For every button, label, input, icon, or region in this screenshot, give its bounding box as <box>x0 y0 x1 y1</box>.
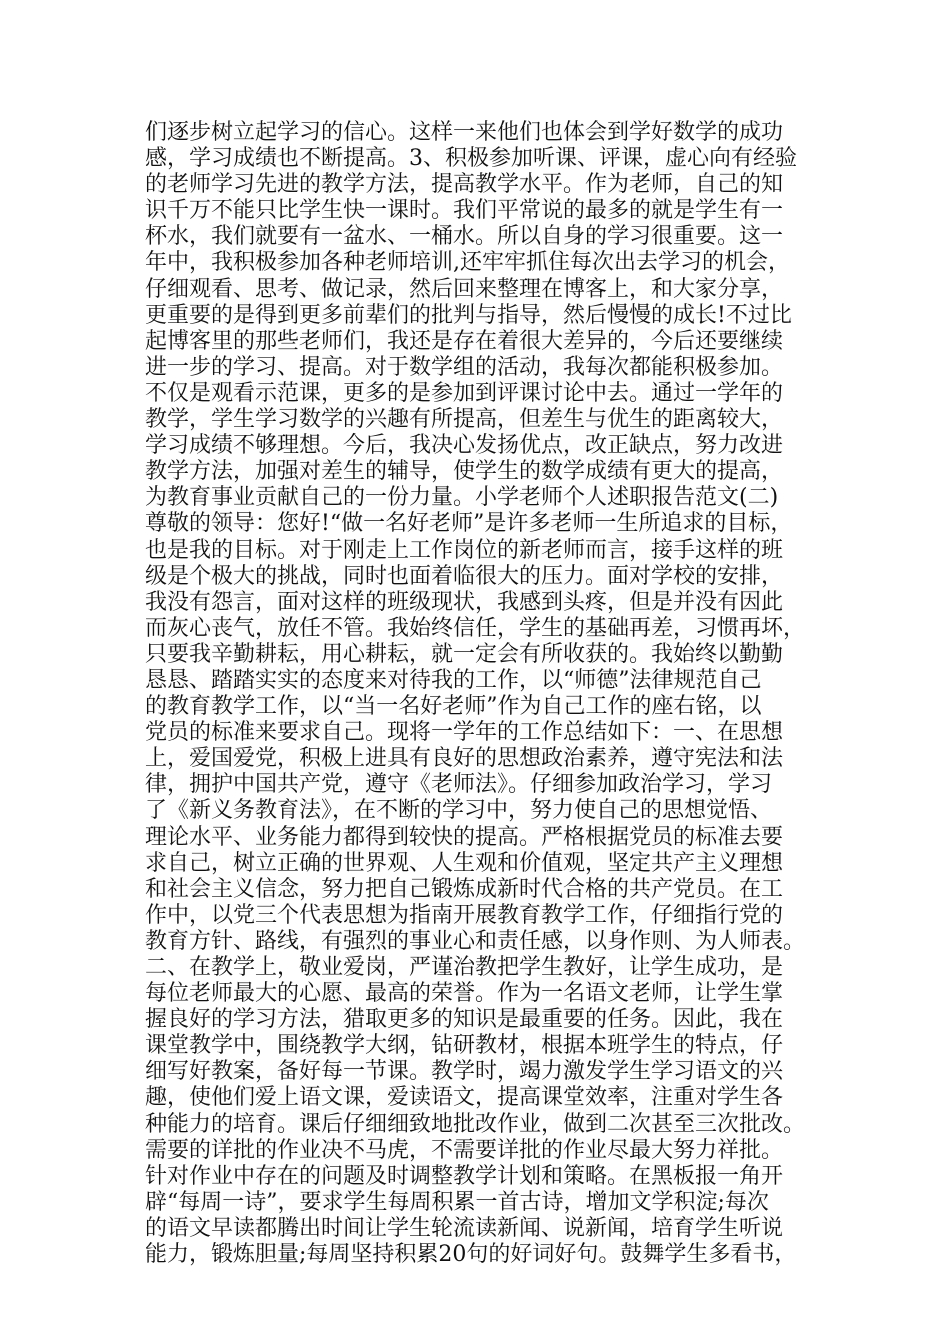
text-line: 只要我辛勤耕耘，用心耕耘，就一定会有所收获的。我始终以勤勤 <box>145 641 784 667</box>
text-line: 尊敬的领导：您好!“做一名好老师”是许多老师一生所追求的目标， <box>145 511 793 537</box>
text-line: 上，爱国爱党，积极上进具有良好的思想政治素养，遵守宪法和法 <box>145 746 784 772</box>
text-line: 起博客里的那些老师们，我还是存在着很大差异的，今后还要继续 <box>145 328 784 354</box>
text-line: 理论水平、业务能力都得到较快的提高。严格根据党员的标准去要 <box>145 824 784 850</box>
text-line: 级是个极大的挑战，同时也面着临很大的压力。面对学校的安排， <box>145 563 784 589</box>
text-line: 教学方法，加强对差生的辅导，使学生的数学成绩有更大的提高， <box>145 459 784 485</box>
text-line: 握良好的学习方法，猎取更多的知识是最重要的任务。因此，我在 <box>145 1007 784 1033</box>
text-line: 杯水，我们就要有一盆水、一桶水。所以自身的学习很重要。这一 <box>145 224 784 250</box>
text-line: 种能力的培育。课后仔细细致地批改作业，做到二次甚至三次批改。 <box>145 1111 806 1137</box>
text-line: 细写好教案，备好每一节课。教学时，竭力激发学生学习语文的兴 <box>145 1059 784 1085</box>
text-line: 识千万不能只比学生快一课时。我们平常说的最多的就是学生有一 <box>145 198 784 224</box>
text-line: 需要的详批的作业决不马虎，不需要详批的作业尽最大努力祥批。 <box>145 1137 784 1163</box>
text-line: 教育方针、路线，有强烈的事业心和责任感，以身作则、为人师表。 <box>145 928 806 954</box>
text-line: 党员的标准来要求自己。现将一学年的工作总结如下：一、在思想 <box>145 720 784 746</box>
text-line: 我没有怨言，面对这样的班级现状，我感到头疼，但是并没有因此 <box>145 589 784 615</box>
text-line: 进一步的学习、提高。对于数学组的活动，我每次都能积极参加。 <box>145 354 784 380</box>
body-text <box>145 120 825 1268</box>
text-line: 恳恳、踏踏实实的态度来对待我的工作，以“师德”法律规范自己 <box>145 667 762 693</box>
text-line: 们逐步树立起学习的信心。这样一来他们也体会到学好数学的成功 <box>145 120 784 145</box>
text-line: 求自己，树立正确的世界观、人生观和价值观，坚定共产主义理想 <box>145 850 784 876</box>
text-line: 趣，使他们爱上语文课，爱读语文，提高课堂效率，注重对学生各 <box>145 1085 784 1111</box>
text-line: 二、在教学上，敬业爱岗，严谨治教把学生教好，让学生成功，是 <box>145 955 784 980</box>
text-line: 和社会主义信念，努力把自己锻炼成新时代合格的共产党员。在工 <box>145 876 784 902</box>
text-line: 的教育教学工作，以“当一名好老师”作为自己工作的座右铭，以 <box>145 694 762 720</box>
text-line: 而灰心丧气，放任不管。我始终信任，学生的基础再差，习惯再坏， <box>145 615 806 641</box>
text-line: 为教育事业贡献自己的一份力量。小学老师个人述职报告范文(二) <box>145 485 779 511</box>
text-line: 学习成绩不够理想。今后，我决心发扬优点，改正缺点，努力改进 <box>145 433 784 459</box>
text-line: 课堂教学中，围绕教学大纲，钻研教材，根据本班学生的特点，仔 <box>145 1033 784 1059</box>
text-line: 能力，锻炼胆量;每周坚持积累20句的好词好句。鼓舞学生多看书， <box>145 1242 797 1268</box>
text-line: 也是我的目标。对于刚走上工作岗位的新老师而言，接手这样的班 <box>145 537 784 563</box>
text-line: 的语文早读都腾出时间让学生轮流读新闻、说新闻，培育学生听说 <box>145 1215 784 1241</box>
text-line: 年中，我积极参加各种老师培训,还牢牢抓住每次出去学习的机会， <box>145 250 790 276</box>
text-line: 了《新义务教育法》，在不断的学习中，努力使自己的思想觉悟、 <box>145 798 773 824</box>
text-line: 律，拥护中国共产党，遵守《老师法》。仔细参加政治学习，学习 <box>145 772 773 798</box>
text-line: 更重要的是得到更多前辈们的批判与指导，然后慢慢的成长!不过比 <box>145 302 792 328</box>
text-line: 作中，以党三个代表思想为指南开展教育教学工作，仔细指行党的 <box>145 902 784 928</box>
text-line: 辟“每周一诗”，要求学生每周积累一首古诗，增加文学积淀;每次 <box>145 1189 769 1215</box>
text-line: 每位老师最大的心愿、最高的荣誉。作为一名语文老师，让学生掌 <box>145 981 784 1007</box>
text-line: 感，学习成绩也不断提高。3、积极参加听课、评课，虚心向有经验 <box>145 146 797 172</box>
text-line: 不仅是观看示范课，更多的是参加到评课讨论中去。通过一学年的 <box>145 380 784 406</box>
text-line: 针对作业中存在的问题及时调整教学计划和策略。在黑板报一角开 <box>145 1163 784 1189</box>
text-line: 教学，学生学习数学的兴趣有所提高，但差生与优生的距离较大， <box>145 407 784 433</box>
text-line: 仔细观看、思考、做记录，然后回来整理在博客上，和大家分享， <box>145 276 784 302</box>
text-line: 的老师学习先进的教学方法，提高教学水平。作为老师，自己的知 <box>145 172 784 198</box>
